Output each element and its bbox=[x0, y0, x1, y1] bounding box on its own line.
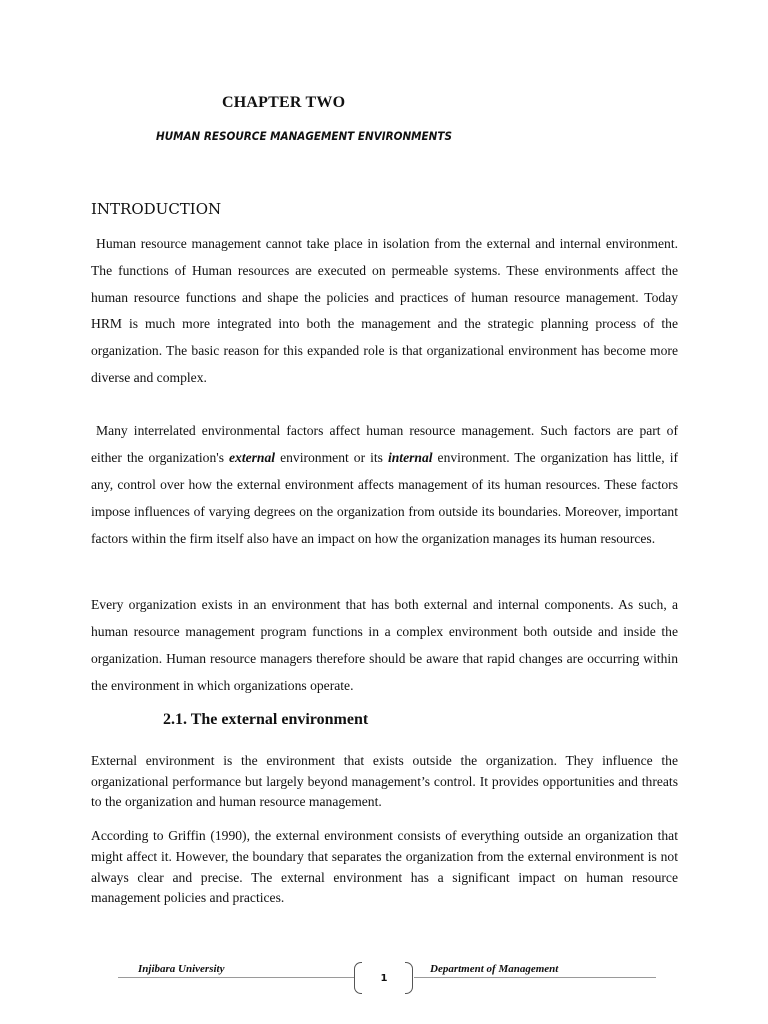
footer-university: Injibara University bbox=[138, 963, 225, 975]
footer-rule-left bbox=[118, 977, 354, 978]
footer-department: Department of Management bbox=[430, 963, 559, 975]
introduction-heading: INTRODUCTION bbox=[91, 200, 222, 218]
intro-paragraph-3: Every organization exists in an environment that has both external and internal components. As such, a human resource management program functions in a complex environment both outside and inside the organization. Human resource managers therefore should be aware that rapid changes are occurring within the environment in which organizations operate. bbox=[91, 597, 678, 693]
emphasis-external: external bbox=[229, 450, 276, 465]
emphasis-internal: internal bbox=[387, 450, 433, 465]
page-number: 1 bbox=[380, 973, 388, 984]
external-paragraph-2: According to Griffin (1990), the external environment consists of everything outside an organization that might affect it. However, the boundary that separates the organization from the external environment is not always clear and precise. The external environment has a significant impact on human resource management policies and practices. bbox=[91, 828, 678, 906]
footer-rule-right bbox=[414, 977, 656, 978]
intro-paragraph-2: Many interrelated environmental factors affect human resource management. Such factors are part of either the organization's external environment or its internal environment. The organization has little, if any, control over how the external environment affects management of its human resources. These factors impose influences of varying degrees on the organization from outside its boundaries. Moreover, important factors within the firm itself also have an impact on how the organization manages its human resources. bbox=[91, 423, 678, 546]
intro-paragraph-1: Human resource management cannot take place in isolation from the external and internal environment. The functions of Human resources are executed on permeable systems. These environments affect the human resource functions and shape the policies and practices of human resource management. Today HRM is much more integrated into both the management and the strategic planning process of the organization. The basic reason for this expanded role is that organizational environment has become more diverse and complex. bbox=[91, 236, 678, 385]
external-environment-heading: 2.1. The external environment bbox=[163, 711, 369, 728]
chapter-subtitle: HUMAN RESOURCE MANAGEMENT ENVIRONMENTS bbox=[156, 130, 452, 143]
page-number-bracket-right bbox=[405, 962, 413, 994]
external-paragraph-1: External environment is the environment that exists outside the organization. They influence the organizational performance but largely beyond management’s control. It provides opportunities and threats to the organization and human resource management. bbox=[91, 753, 678, 810]
chapter-title: CHAPTER TWO bbox=[222, 94, 346, 111]
page-number-bracket-left bbox=[354, 962, 362, 994]
